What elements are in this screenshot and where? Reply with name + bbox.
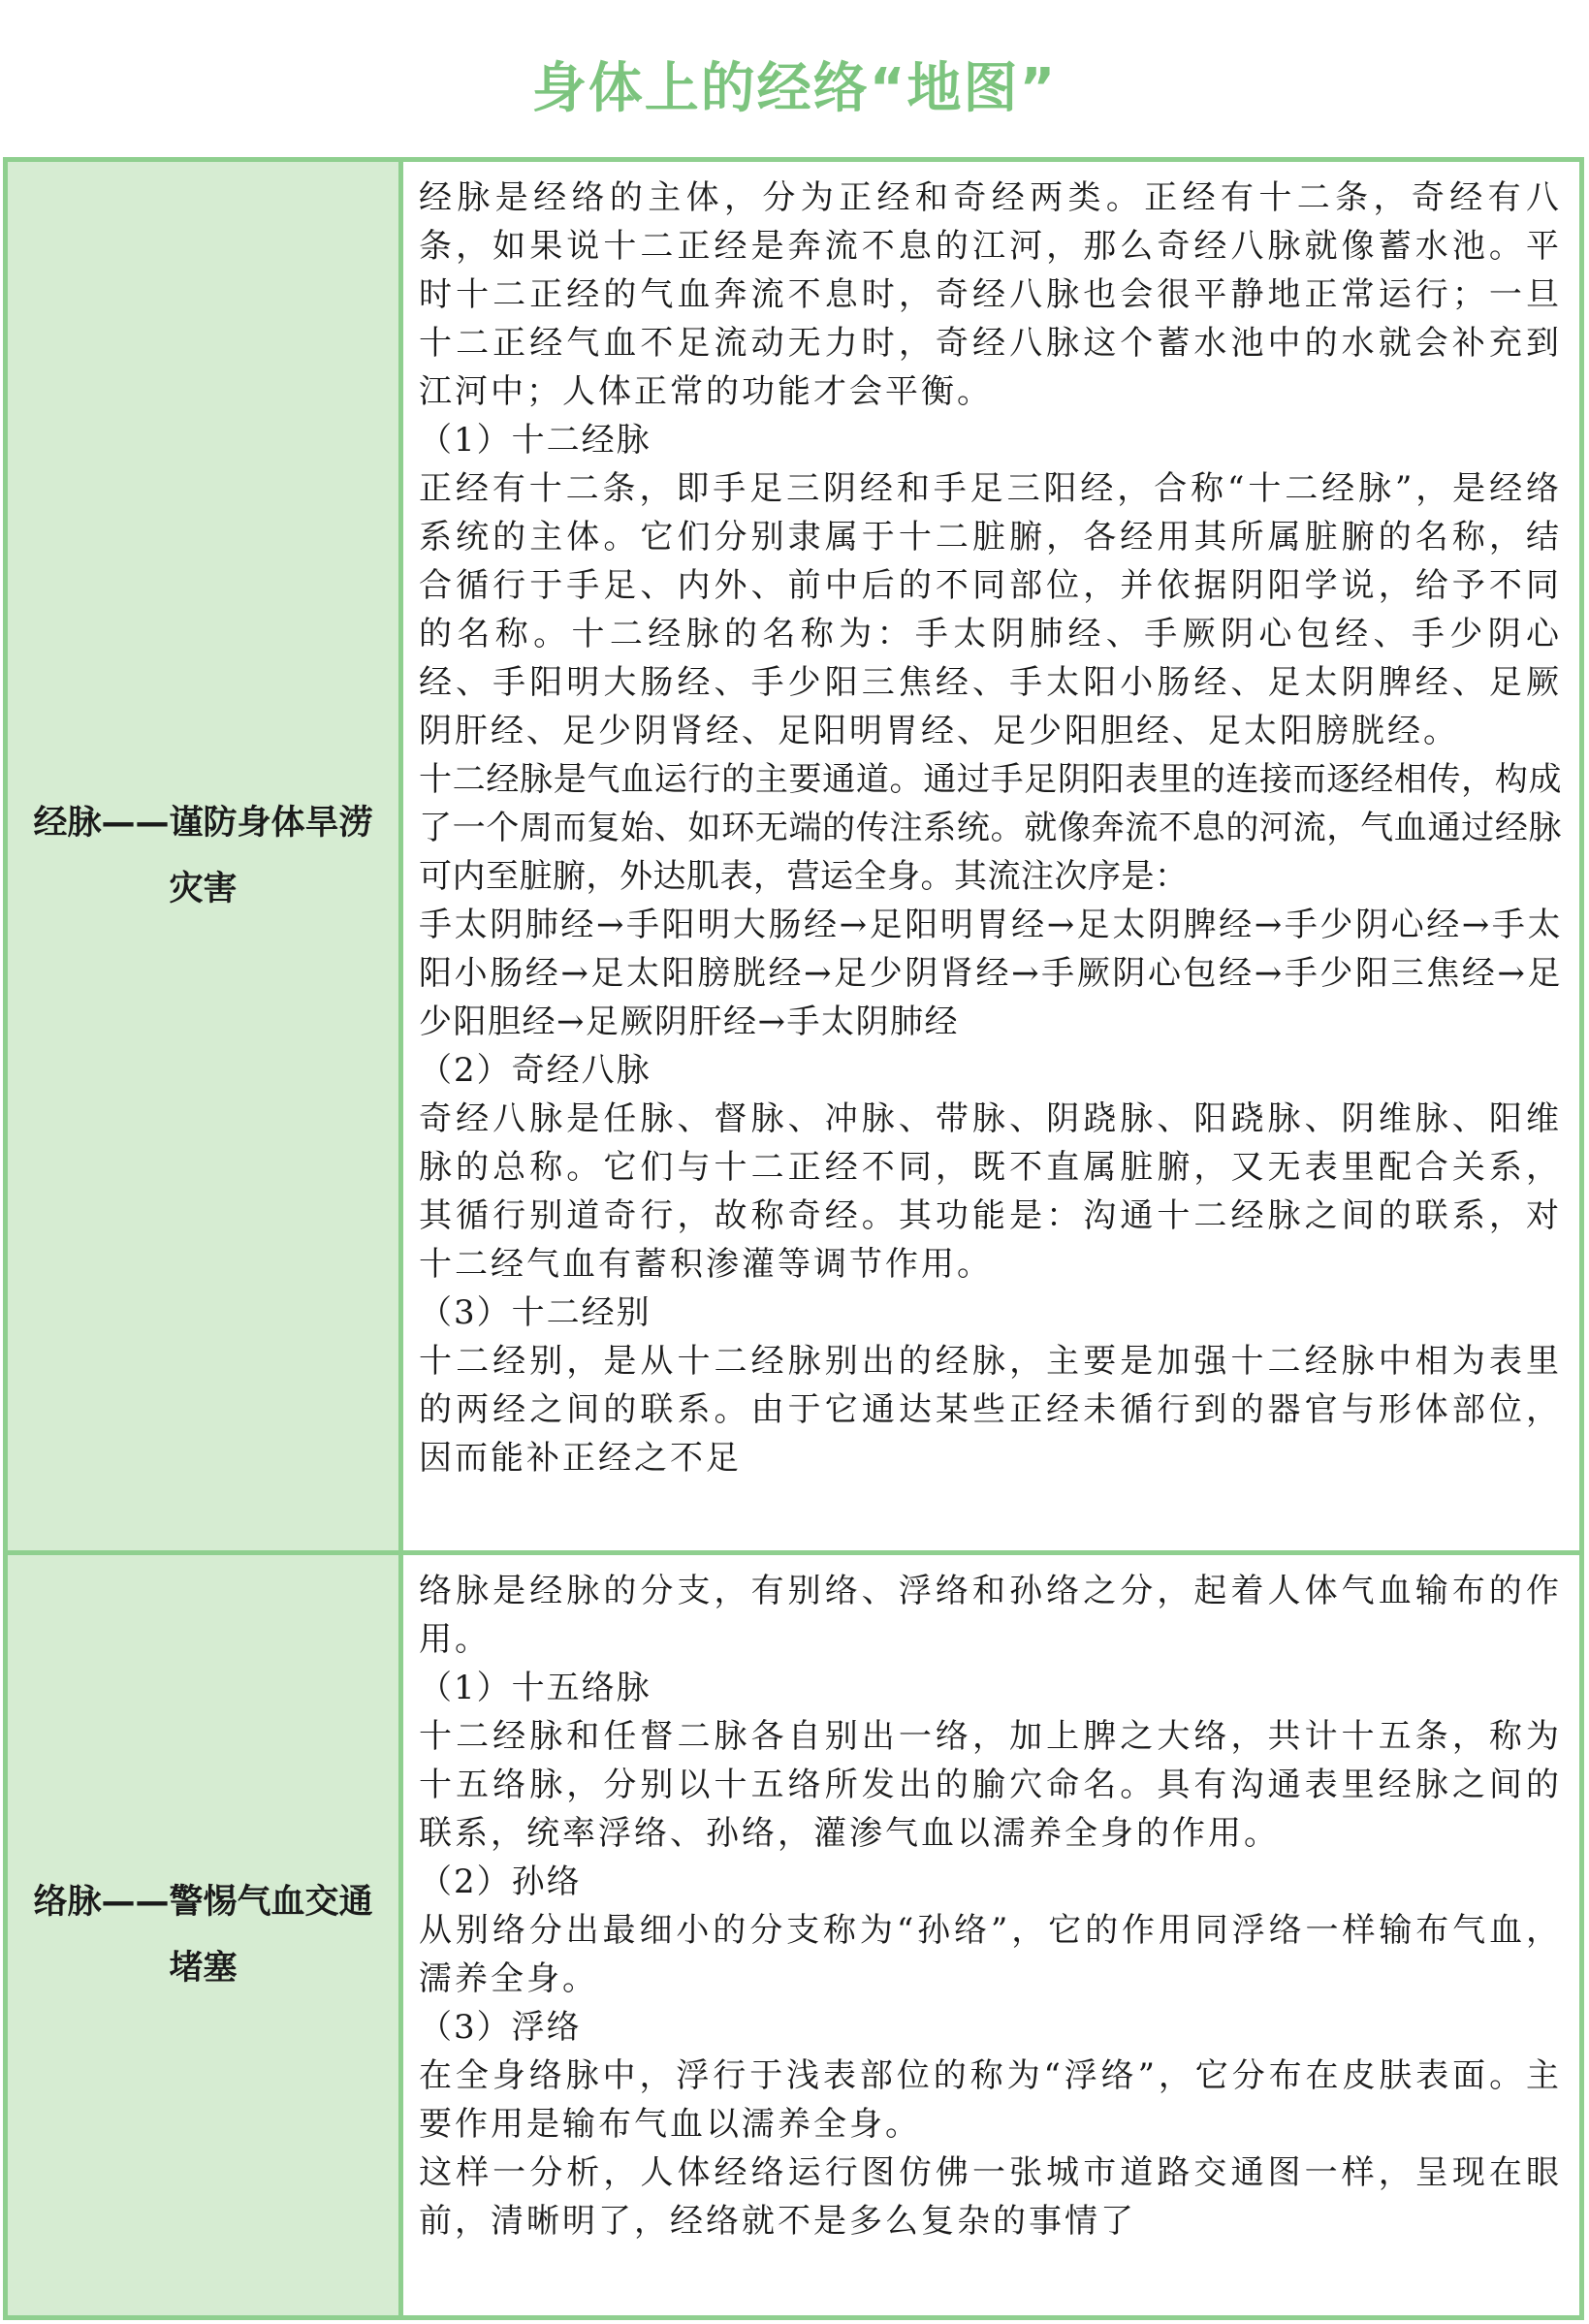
body-paragraph: 经脉是经络的主体，分为正经和奇经两类。正经有十二条，奇经有八条，如果说十二正经是奔流不息的江河，那么奇经八脉就像蓄水池。平时十二正经的气血奔流不息时，奇经八脉也会很平静地正常运行；一旦十二正经气血不足流动无力时，奇经八脉这个蓄水池中的水就会补充到江河中；人体正常的功能才会平衡。: [419, 178, 1562, 411]
meridian-table: [3, 157, 1584, 2320]
body-paragraph: 十二经脉和任督二脉各自别出一络，加上脾之大络，共计十五条，称为十五络脉，分别以十五络所发出的腧穴命名。具有沟通表里经脉之间的联系，统率浮络、孙络，灌渗气血以濡养全身的作用。: [419, 1717, 1562, 1853]
body-paragraph: 这样一分析，人体经络运行图仿佛一张城市道路交通图一样，呈现在眼前，清晰明了，经络就不是多么复杂的事情了: [419, 2153, 1562, 2241]
section-subheading: （3）浮络: [419, 2008, 582, 2047]
section-subheading: （3）十二经别: [419, 1293, 651, 1332]
body-paragraph: 十二经脉是气血运行的主要通道。通过手足阴阳表里的连接而逐经相传，构成了一个周而复始、如环无端的传注系统。就像奔流不息的河流，气血通过经脉可内至脏腑，外达肌表，营运全身。其流注次序是：: [419, 760, 1562, 896]
body-paragraph: 络脉是经脉的分支，有别络、浮络和孙络之分，起着人体气血输布的作用。: [419, 1572, 1562, 1659]
row-label-cell: [8, 1555, 403, 2315]
table-row: [8, 162, 1579, 1550]
section-subheading: （2）奇经八脉: [419, 1051, 651, 1090]
page-title: 身体上的经络“地图”: [531, 57, 1058, 120]
section-subheading: （2）孙络: [419, 1862, 582, 1901]
row-content-cell: [403, 1555, 1579, 2315]
section-subheading: （1）十二经脉: [419, 421, 651, 460]
row-content-cell: [403, 162, 1579, 1550]
body-paragraph: 十二经别，是从十二经脉别出的经脉，主要是加强十二经脉中相为表里的两经之间的联系。由于它通达某些正经未循行到的器官与形体部位，因而能补正经之不足: [419, 1342, 1562, 1478]
row-label: 经脉——谨防身体旱涝灾害: [33, 804, 373, 908]
body-paragraph: 从别络分出最细小的分支称为“孙络”，它的作用同浮络一样输布气血，濡养全身。: [419, 1911, 1562, 1998]
body-paragraph: 正经有十二条，即手足三阴经和手足三阳经，合称“十二经脉”，是经络系统的主体。它们分别隶属于十二脏腑，各经用其所属脏腑的名称，结合循行于手足、内外、前中后的不同部位，并依据阴阳学说，给予不同的名称。十二经脉的名称为：手太阴肺经、手厥阴心包经、手少阴心经、手阳明大肠经、手少阳三焦经、手太阳小肠经、足太阴脾经、足厥阴肝经、足少阴肾经、足阳明胃经、足少阳胆经、足太阳膀胱经。: [419, 469, 1562, 750]
body-paragraph: 奇经八脉是任脉、督脉、冲脉、带脉、阴跷脉、阳跷脉、阴维脉、阳维脉的总称。它们与十二正经不同，既不直属脏腑，又无表里配合关系，其循行别道奇行，故称奇经。其功能是：沟通十二经脉之间的联系，对十二经气血有蓄积渗灌等调节作用。: [419, 1099, 1562, 1284]
table-row: [8, 1550, 1579, 2315]
body-paragraph: 手太阴肺经→手阳明大肠经→足阳明胃经→足太阴脾经→手少阴心经→手太阳小肠经→足太阳膀胱经→足少阴肾经→手厥阴心包经→手少阳三焦经→足少阳胆经→足厥阴肝经→手太阴肺经: [419, 906, 1562, 1041]
body-paragraph: 在全身络脉中，浮行于浅表部位的称为“浮络”，它分布在皮肤表面。主要作用是输布气血以濡养全身。: [419, 2056, 1562, 2144]
row-label-cell: [8, 162, 403, 1550]
section-subheading: （1）十五络脉: [419, 1669, 651, 1707]
row-label: 络脉——警惕气血交通堵塞: [33, 1883, 373, 1988]
